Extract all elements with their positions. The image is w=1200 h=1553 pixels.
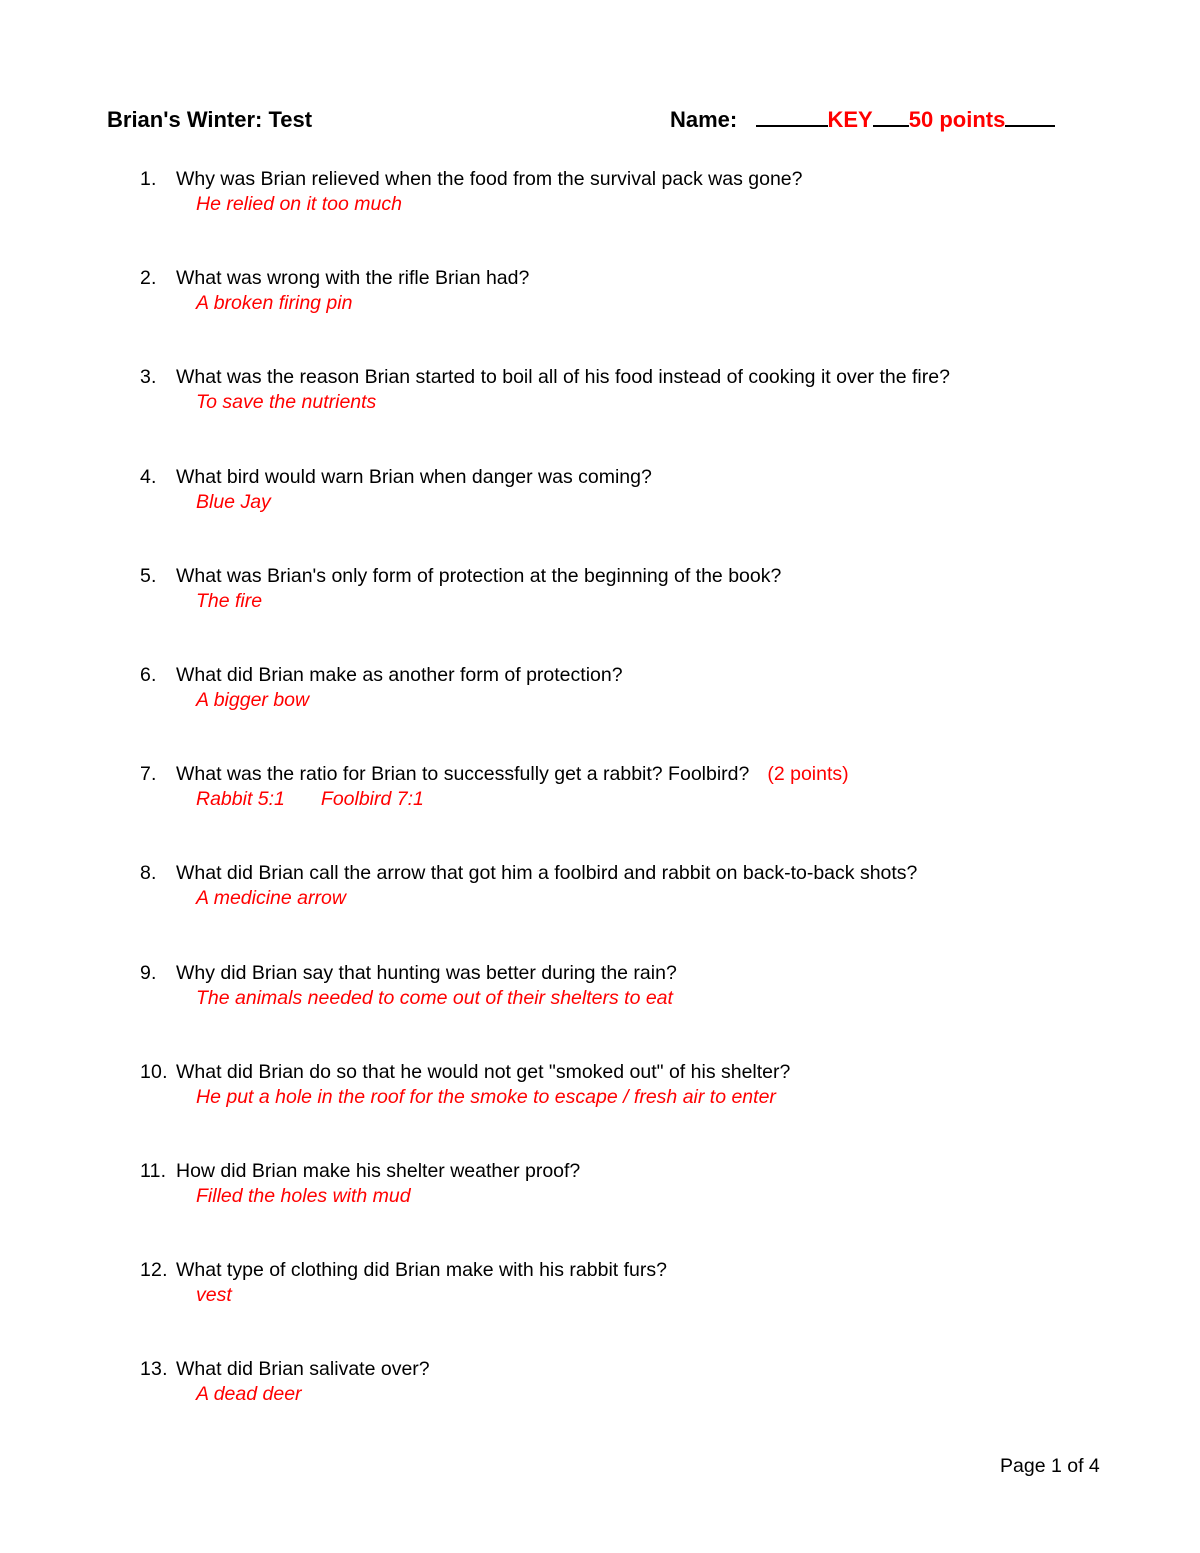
question-text: Why did Brian say that hunting was better during the rain? — [176, 961, 677, 984]
answer-text — [196, 788, 424, 811]
page-number: Page 1 of 4 — [1000, 1455, 1100, 1477]
question-text: What did Brian make as another form of protection? — [176, 663, 623, 686]
question-text: What type of clothing did Brian make with his rabbit furs? — [176, 1259, 667, 1282]
question-text-main: What was the ratio for Brian to successfully get a rabbit? Foolbird? — [176, 763, 750, 786]
points-note: (2 points) — [767, 763, 849, 786]
question-text — [176, 763, 849, 786]
question-text: How did Brian make his shelter weather proof? — [176, 1159, 581, 1182]
question-item — [140, 1259, 1140, 1358]
name-blank — [1005, 107, 1055, 127]
answer-text: Blue Jay — [196, 490, 271, 513]
question-number: 1. — [140, 168, 157, 190]
question-number: 13. — [140, 1358, 168, 1381]
question-list — [140, 168, 1140, 1457]
answer-text: A bigger bow — [196, 688, 310, 711]
question-item — [140, 1160, 1140, 1259]
question-item — [140, 565, 1140, 664]
question-text: What was wrong with the rifle Brian had? — [176, 267, 530, 290]
question-number: 5. — [140, 564, 157, 587]
question-item — [140, 862, 1140, 961]
question-number: 11. — [140, 1159, 167, 1182]
question-item — [140, 168, 1140, 267]
question-text: What did Brian do so that he would not get "smoked out" of his shelter? — [176, 1060, 791, 1083]
question-item — [140, 366, 1140, 465]
answer-text: He put a hole in the roof for the smoke to escape / fresh air to enter — [196, 1085, 776, 1108]
test-title: Brian's Winter: Test — [107, 107, 313, 132]
question-number: 7. — [140, 763, 157, 786]
question-item — [140, 267, 1140, 366]
answer-text: A broken firing pin — [196, 292, 353, 315]
points-label: 50 points — [908, 107, 1006, 132]
answer-rabbit: Rabbit 5:1 — [196, 788, 285, 811]
question-item — [140, 664, 1140, 763]
name-blank — [873, 107, 909, 127]
question-number: 8. — [140, 862, 157, 885]
question-item — [140, 1358, 1140, 1457]
question-number: 10. — [140, 1060, 168, 1083]
question-number: 2. — [140, 267, 157, 290]
answer-text: vest — [196, 1284, 232, 1307]
question-number: 4. — [140, 465, 157, 488]
answer-text: A medicine arrow — [196, 887, 346, 910]
name-blank — [756, 107, 828, 127]
question-text: What did Brian call the arrow that got him a foolbird and rabbit on back-to-back shots? — [176, 862, 918, 885]
name-line — [670, 107, 1055, 133]
question-item — [140, 763, 1140, 862]
question-number: 3. — [140, 366, 157, 389]
answer-text: A dead deer — [196, 1383, 302, 1406]
question-text: What was Brian's only form of protection at the beginning of the book? — [176, 564, 782, 587]
key-label: KEY — [827, 107, 873, 132]
question-text: Why was Brian relieved when the food from the survival pack was gone? — [176, 168, 803, 190]
answer-text: Filled the holes with mud — [196, 1184, 411, 1207]
answer-foolbird: Foolbird 7:1 — [320, 788, 424, 811]
question-text: What did Brian salivate over? — [176, 1358, 430, 1381]
question-item — [140, 466, 1140, 565]
question-item — [140, 962, 1140, 1061]
answer-text: He relied on it too much — [196, 193, 402, 215]
name-label: Name: — [670, 107, 738, 132]
answer-text: The animals needed to come out of their shelters to eat — [196, 986, 673, 1009]
question-number: 9. — [140, 961, 157, 984]
answer-text: The fire — [196, 589, 263, 612]
answer-text: To save the nutrients — [196, 391, 377, 414]
question-text: What bird would warn Brian when danger was coming? — [176, 465, 652, 488]
question-number: 6. — [140, 663, 157, 686]
question-number: 12. — [140, 1259, 168, 1282]
question-item — [140, 1061, 1140, 1160]
question-text: What was the reason Brian started to boil all of his food instead of cooking it over the fire? — [176, 366, 950, 389]
